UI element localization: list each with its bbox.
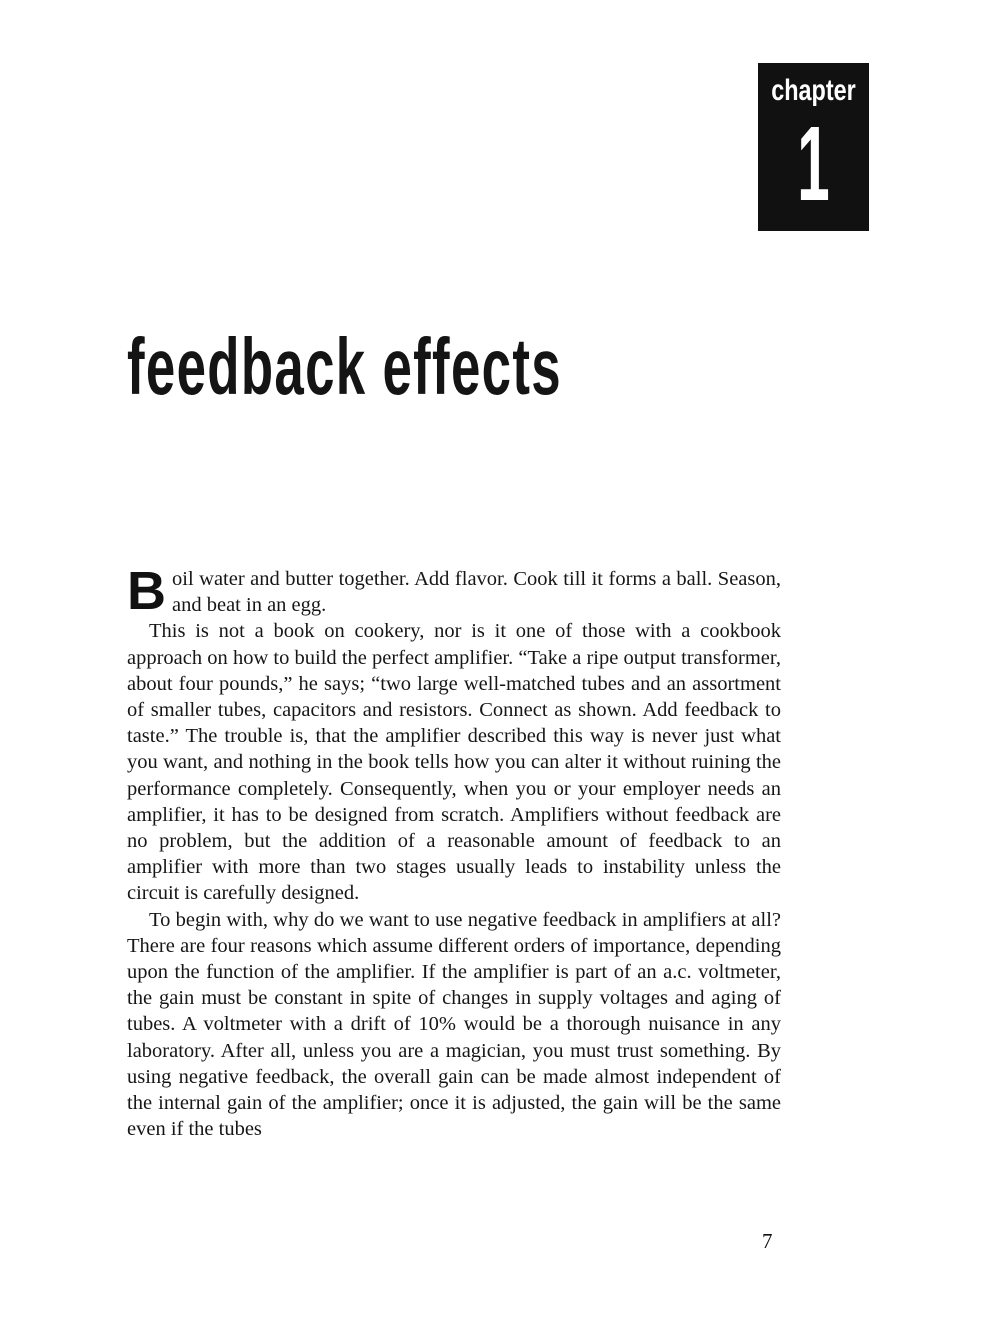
- chapter-title: feedback effects: [127, 322, 562, 411]
- body-text: [127, 561, 781, 1142]
- drop-cap: B: [127, 561, 166, 621]
- paragraph-1-text: oil water and butter together. Add flavor. Cook till it forms a ball. Season, and beat in an egg.: [172, 568, 781, 617]
- chapter-number: 1: [797, 105, 830, 223]
- page-number: 7: [762, 1229, 773, 1253]
- chapter-marker: [758, 63, 869, 231]
- paragraph-1: [127, 561, 781, 621]
- paragraph-2: This is not a book on cookery, nor is it one of those with a cookbook approach on how to build the perfect amplifier. “Take a ripe output transformer, about four pounds,” he says; “two large well-matched tubes and an assortment of smaller tubes, capacitors and resistors. Connect as shown. Add feedback to taste.” The trouble is, that the amplifier described this way is never just what you want, and nothing in the book tells how you can alter it without ruining the performance completely. Consequently, when you or your employer needs an amplifier, it has to be designed from scratch. Amplifiers without feedback are no problem, but the addition of a reasonable amount of feedback to an amplifier with more than two stages usually leads to instability unless the circuit is carefully designed.: [127, 620, 781, 905]
- chapter-label: chapter: [771, 74, 856, 107]
- paragraph-3: To begin with, why do we want to use negative feedback in amplifiers at all? There are four reasons which assume different orders of importance, depending upon the function of the amplifier. If the amplifier is part of an a.c. voltmeter, the gain must be constant in spite of changes in supply voltages and aging of tubes. A voltmeter with a drift of 10% would be a thorough nuisance in any laboratory. After all, unless you are a magician, you must trust something. By using negative feedback, the overall gain can be made almost independent of the internal gain of the amplifier; once it is adjusted, the gain will be the same even if the tubes: [127, 908, 781, 1141]
